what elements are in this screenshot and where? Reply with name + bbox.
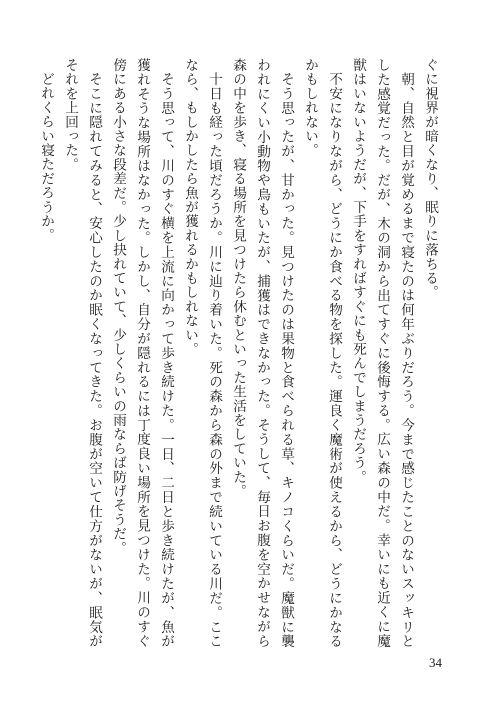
vertical-text-block	[38, 58, 442, 648]
paragraph-4: そう思ったが、甘かった。見つけたのは果物と食べられる草、キノコくらいだ。魔獣に襲われにくい小動物や鳥もいたが、捕獲はできなかった。そうして、毎日お腹を空かせながら森の中を歩き、寝る場所を見つけたら休むといった生活をしていた。	[230, 58, 294, 648]
page-number: 34	[429, 655, 442, 670]
paragraph-8: どれくらい寝ただろうか。	[38, 71, 54, 242]
paragraph-3: 不安になりながら、どうにか食べる物を探した。運良く魔術が使えるから、どうにかなるかもしれない。	[302, 58, 342, 648]
paragraph-7: そこに隠れてみると、安心したのか眠くなってきた。お腹が空いて仕方がないが、眠気がそれを上回った。	[62, 58, 102, 648]
paragraph-5: 十日も経った頃だろうか。川に辿り着いた。死の森から森の外まで続いている川だ。ここなら、もしかしたら魚が獲れるかもしれない。	[182, 58, 222, 648]
paragraph-1: ぐに視界が暗くなり、眠りに落ちる。	[422, 58, 438, 300]
paragraph-6: そう思って、川のすぐ横を上流に向かって歩き続けた。一日、二日と歩き続けたが、魚が獲れそうな場所はなかった。しかし、自分が隠れるには丁度良い場所を見つけた。川のすぐ傍にある小さな段差だ。少し抉れていて、少しくらいの雨ならば防げそうだ。	[110, 58, 174, 648]
paragraph-2: 朝、自然と目が覚めるまで寝たのは何年ぶりだろう。今まで感じたことのないスッキリとした感覚だった。だが、木の洞から出てすぐに後悔する。広い森の中だ。幸いにも近くに魔獣はいないようだが、下手をすればすぐにも死んでしまうだろう。	[350, 58, 414, 648]
